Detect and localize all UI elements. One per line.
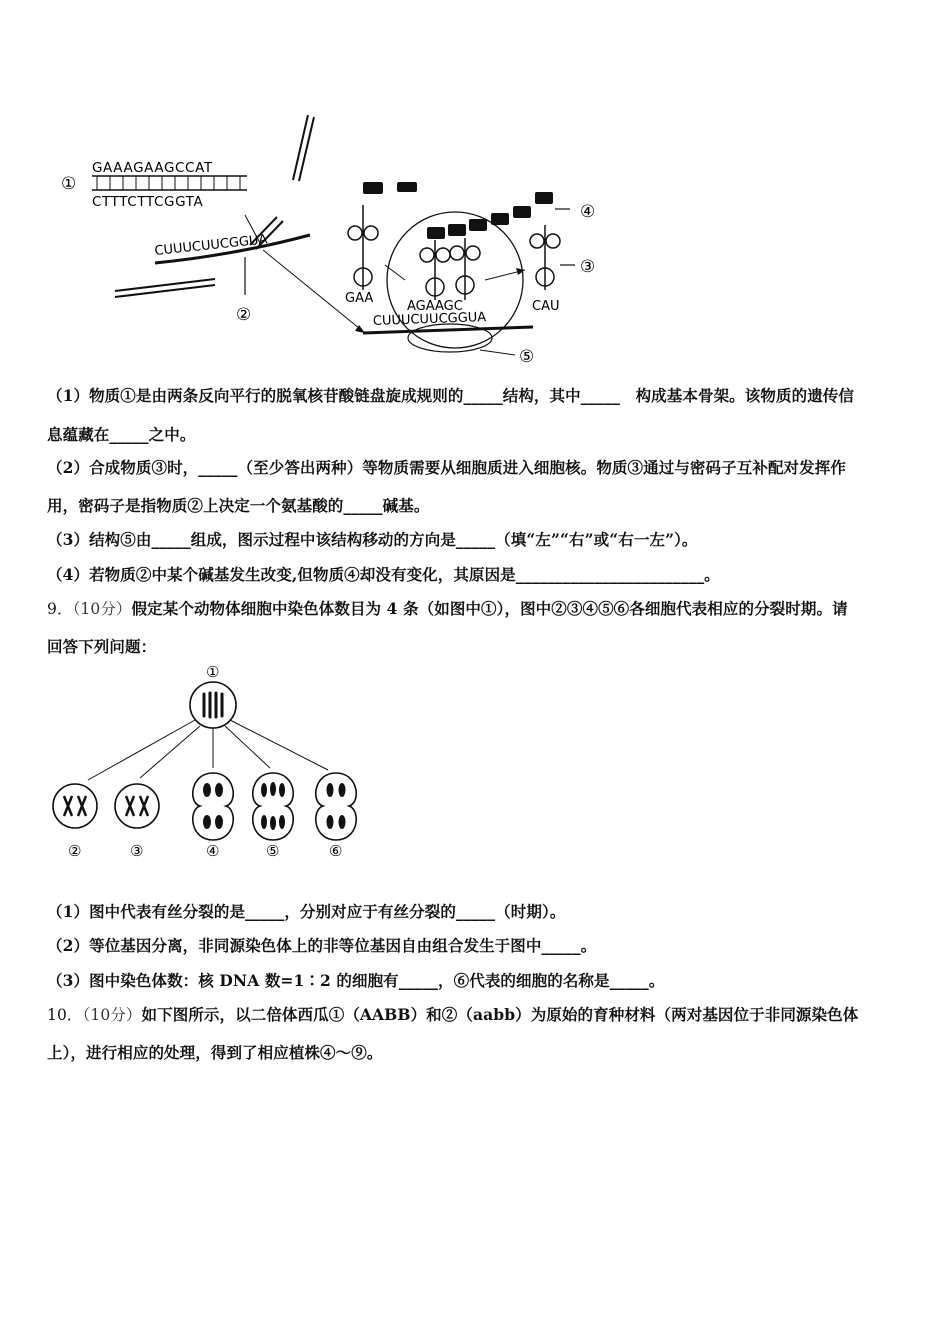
label-1: ① xyxy=(61,174,77,194)
q9-number: 9． xyxy=(47,600,73,618)
cell-label-3: ③ xyxy=(130,842,144,860)
cell-label-5: ⑤ xyxy=(266,842,280,860)
q9-score: （10分） xyxy=(72,600,132,618)
q8-part1-line2: 息蕴藏在_____之中。 xyxy=(47,425,196,444)
q9-part3: （3）图中染色体数：核 DNA 数=1∶2 的细胞有_____，⑥代表的细胞的名称是_____。 xyxy=(47,971,665,990)
q8-part2-line2: 用，密码子是指物质②上决定一个氨基酸的_____碱基。 xyxy=(47,496,430,515)
q9-stem-line1 xyxy=(47,597,910,619)
q8-part2-line1: （2）合成物质③时，_____（至少答出两种）等物质需要从细胞质进入细胞核。物质③通过与密码子互补配对发挥作 xyxy=(47,458,846,477)
q8-part4: （4）若物质②中某个碱基发生改变,但物质④却没有变化，其原因是________________________。 xyxy=(47,565,720,584)
q10-score: （10分） xyxy=(82,1006,142,1024)
q9-part1: （1）图中代表有丝分裂的是_____，分别对应于有丝分裂的_____（时期）。 xyxy=(47,902,566,921)
q10-stem-text: 如下图所示，以二倍体西瓜①（AABB）和②（aabb）为原始的育种材料（两对基因位于非同源染色体 xyxy=(141,1005,859,1024)
q8-part1-line1: （1）物质①是由两条反向平行的脱氧核苷酸链盘旋成规则的_____结构，其中_____ 构成基本骨架。该物质的遗传信 xyxy=(47,386,854,405)
anticodon-cau: CAU xyxy=(532,299,560,314)
label-3: ③ xyxy=(580,257,596,277)
mrna-right-sequence: CUUUCUUCGGUA xyxy=(372,310,487,329)
dna-top-strand: GAAAGAAGCCAT xyxy=(92,160,213,176)
anticodon-gaa: GAA xyxy=(345,291,374,306)
q8-part3: （3）结构⑤由_____组成，图示过程中该结构移动的方向是_____（填“左”“右”或“右一左”）。 xyxy=(47,530,698,549)
mrna-left-sequence: CUUUCUUCGGUA xyxy=(153,232,269,259)
q9-stem-text: 假定某个动物体细胞中染色体数目为 4 条（如图中①），图中②③④⑤⑥各细胞代表相应的分裂时期。请 xyxy=(131,599,848,618)
label-4: ④ xyxy=(580,202,596,222)
dna-bottom-strand: CTTTCTTCGGTA xyxy=(92,194,204,210)
label-5: ⑤ xyxy=(519,347,535,367)
cell-label-1: ① xyxy=(206,663,220,681)
q9-stem-line2: 回答下列问题： xyxy=(47,637,157,656)
cell-label-6: ⑥ xyxy=(329,842,343,860)
q10-number: 10． xyxy=(47,1006,83,1024)
cell-label-2: ② xyxy=(68,842,82,860)
transcription-translation-figure xyxy=(55,105,615,375)
q9-part2: （2）等位基因分离，非同源染色体上的非等位基因自由组合发生于图中_____。 xyxy=(47,936,597,955)
q10-stem-line2: 上），进行相应的处理，得到了相应植株④～⑨。 xyxy=(47,1043,383,1062)
cell-label-4: ④ xyxy=(206,842,220,860)
label-2: ② xyxy=(236,305,252,325)
cell-division-figure xyxy=(40,660,380,865)
q10-stem-line1 xyxy=(47,1003,910,1025)
anticodon-agaagc: AGAAGC xyxy=(407,299,463,314)
